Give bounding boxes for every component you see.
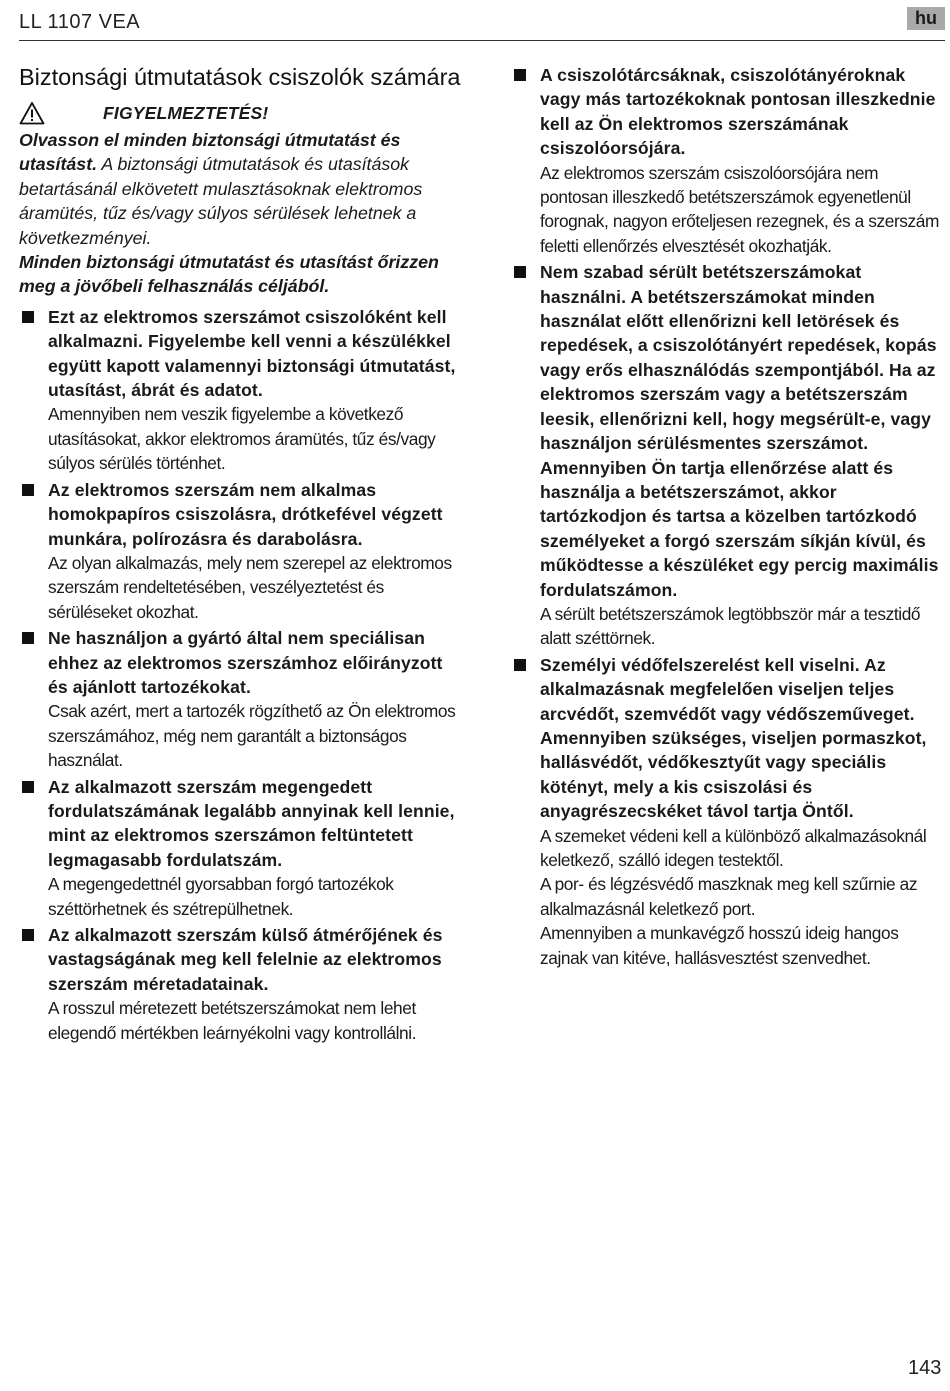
item-heading: Ezt az elektromos szerszámot csiszolóként kell alkalmazni. Figyelembe kell venni a készülékkel együtt kapott valamennyi biztonsági útmutatást, utasítást, ábrát és adatot. — [48, 306, 456, 401]
right-column — [511, 63, 945, 972]
section-title: Biztonsági útmutatások csiszolók számára — [19, 64, 461, 90]
list-item — [511, 653, 945, 970]
item-note: A rosszul méretezett betétszerszámokat nem lehet elegendő mértékben leárnyékolni vagy kontrollálni. — [48, 998, 417, 1043]
bullet-square-icon — [22, 484, 34, 496]
header-divider — [19, 40, 945, 41]
item-note: Amennyiben nem veszik figyelembe a következő utasításokat, akkor elektromos áramütés, tűz és/vagy súlyos sérülés történhet. — [48, 404, 436, 474]
list-item — [19, 923, 467, 1045]
item-heading: Nem szabad sérült betétszerszámokat használni. A betétszerszámokat minden használat előtt ellenőrizni kell letörések és repedések, a csiszolótányért repedések, kopás vagy erős elhasználódás szempontjából. Ha az elektromos szerszám vagy a betétszerszám leesik, ellenőrizni kell, hogy megsérült-e, vagy használjon sérülésmentes szerszámot. Amennyiben Ön tartja ellenőrzése alatt és használja a betétszerszámot, akkor tartózkodjon és tartsa a közelben tartózkodó személyeket a forgó szerszám síkján kívül, és működtesse a készüléket egy percig maximális fordulatszámon. — [540, 262, 939, 600]
language-badge: hu — [907, 7, 945, 30]
warning-header — [19, 98, 467, 128]
bullet-square-icon — [22, 781, 34, 793]
item-heading: Az alkalmazott szerszám megengedett fordulatszámának legalább annyinak kell lennie, mint az elektromos szerszámon feltüntetett legmagasabb fordulatszám. — [48, 776, 455, 870]
warning-body: A biztonsági útmutatások és utasítások betartásánál elkövetett mulasztásoknak elektromos áramütés, tűz és/vagy súlyos sérülések lehetnek a következményei. — [19, 154, 423, 248]
item-note: A sérült betétszerszámok legtöbbször már a tesztidő alatt széttörnek. — [540, 603, 921, 649]
item-note: A megengedettnél gyorsabban forgó tartozékok széttörhetnek és szétrepülhetnek. — [48, 874, 394, 919]
item-heading: Az elektromos szerszám nem alkalmas homokpapíros csiszolásra, drótkefével végzett munkára, polírozásra és darabolásra. — [48, 479, 443, 549]
list-item — [19, 305, 467, 476]
warning-triangle-icon — [19, 101, 45, 125]
item-note: Csak azért, mert a tartozék rögzíthető az Ön elektromos szerszámához, még nem garantált a biztonságos használat. — [48, 701, 456, 771]
warning-text — [19, 128, 467, 299]
item-note: Amennyiben a munkavégző hosszú ideig hangos zajnak van kitéve, hallásvesztést szenvedhet. — [540, 923, 899, 968]
warning-keep-instructions: Minden biztonsági útmutatást és utasítást őrizzen meg a jövőbeli felhasználás céljából. — [19, 252, 439, 297]
item-note: Az olyan alkalmazás, mely nem szerepel az elektromos szerszám rendeltetésében, veszélyeztetést és sérüléseket okozhat. — [48, 552, 452, 622]
bullet-square-icon — [514, 659, 526, 671]
warning-block — [19, 98, 467, 299]
page-number: 143 — [908, 1357, 942, 1379]
warning-label: FIGYELMEZTETÉS! — [103, 102, 269, 123]
bullet-square-icon — [22, 929, 34, 941]
item-note: Az elektromos szerszám csiszolóorsójára nem pontosan illeszkedő betétszerszámok egyenetlenül forognak, nagyon erőteljesen rezegnek, és a szerszám feletti ellenőrzés elvesztését okozhatják. — [540, 162, 939, 256]
list-item — [511, 63, 945, 258]
item-heading: Ne használjon a gyártó által nem speciálisan ehhez az elektromos szerszámhoz előirányzott és ajánlott tartozékokat. — [48, 628, 443, 697]
warning-bold-intro: Olvasson el minden biztonsági útmutatást és utasítást. — [19, 130, 401, 175]
bullet-square-icon — [514, 266, 526, 278]
list-item — [511, 260, 945, 651]
item-heading: Az alkalmazott szerszám külső átmérőjének és vastagságának meg kell felelnie az elektromos szerszám méretadatainak. — [48, 925, 443, 994]
page-header — [0, 0, 950, 42]
bullet-square-icon — [22, 632, 34, 644]
item-note: A szemeket védeni kell a különböző alkalmazásoknál keletkező, szálló idegen testektől. — [540, 825, 927, 870]
item-note: A por- és légzésvédő maszknak meg kell szűrnie az alkalmazásnál keletkező port. — [540, 874, 918, 919]
item-heading: Személyi védőfelszerelést kell viselni. Az alkalmazásnak megfelelően viseljen teljes arcvédőt, szemvédőt vagy védőszeműveget. Amennyiben szükséges, viseljen pormaszkot, hallásvédőt, védőkesztyűt vagy speciális kötényt, mely a kis csiszolási és anyagrészecskéket távol tartja Öntől. — [540, 654, 927, 822]
list-item — [19, 478, 467, 624]
document-code: LL 1107 VEA — [19, 11, 141, 33]
list-item — [19, 775, 467, 921]
bullet-square-icon — [514, 69, 526, 81]
bullet-square-icon — [22, 311, 34, 323]
list-item — [19, 626, 467, 772]
item-heading: A csiszolótárcsáknak, csiszolótányéroknak vagy más tartozékoknak pontosan illeszkednie kell az Ön elektromos szerszámának csiszolóorsójára. — [540, 65, 936, 159]
left-column — [19, 62, 467, 1047]
